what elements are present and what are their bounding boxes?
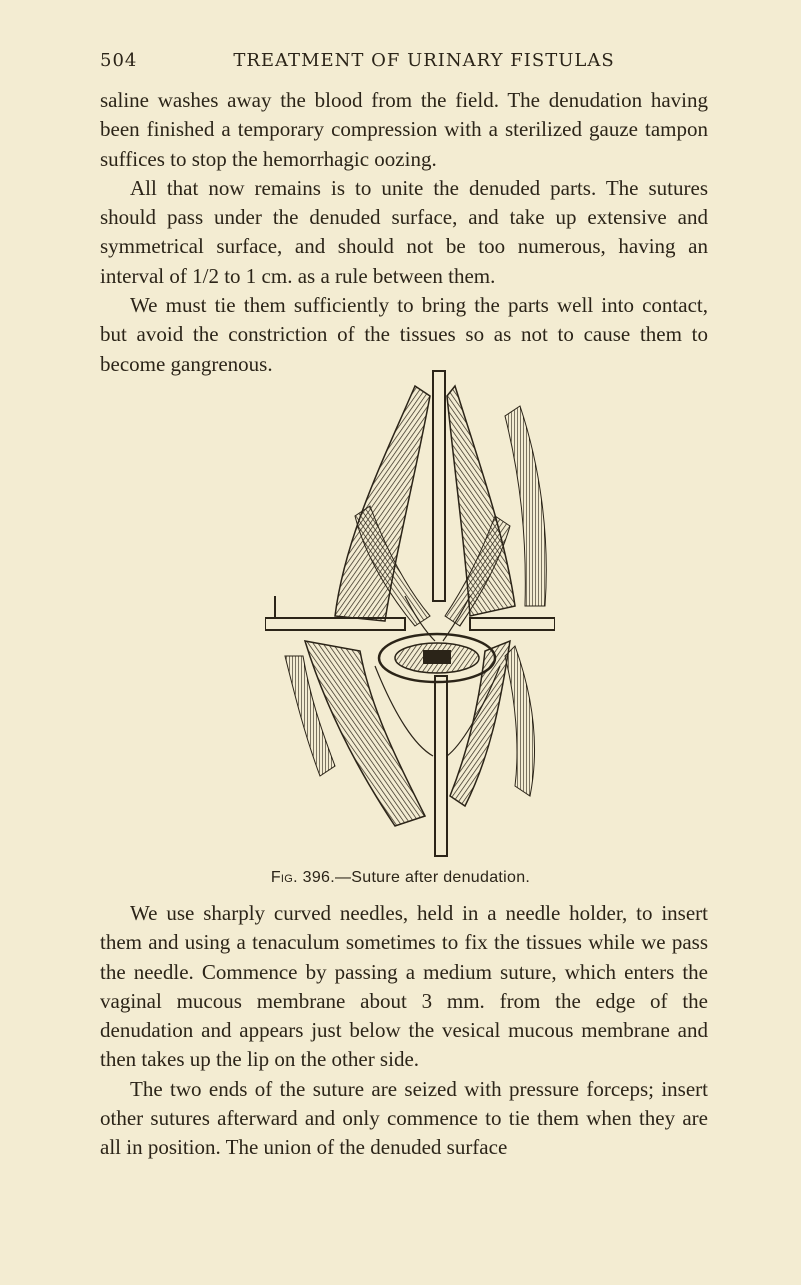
body-text-bottom bbox=[100, 899, 708, 1163]
paragraph: saline washes away the blood from the field. The denudation having been finished a temporary compression with a sterilized gauze tampon suffices to stop the hemorrhagic oozing. bbox=[100, 88, 708, 171]
page-number: 504 bbox=[100, 50, 138, 71]
figure-caption bbox=[0, 869, 801, 887]
paragraph: We use sharply curved needles, held in a needle holder, to insert them and using a tenaculum sometimes to fix the tissues while we pass the needle. Commence by passing a medium suture, which enters the vaginal mucous membrane about 3 mm. from the edge of the denudation and appears just below the vesical mucous membrane and then takes up the lip on the other side. bbox=[100, 901, 708, 1072]
figure-caption-text: —Suture after denudation. bbox=[334, 869, 531, 886]
running-head: TREATMENT OF URINARY FISTULAS bbox=[233, 50, 615, 71]
surgical-illustration bbox=[265, 366, 555, 866]
paragraph: We must tie them sufficiently to bring the parts well into contact, but avoid the constriction of the tissues so as not to cause them to become gangrenous. bbox=[100, 293, 708, 376]
body-text-top bbox=[100, 86, 708, 379]
paragraph: All that now remains is to unite the denuded parts. The sutures should pass under the denuded surface, and take up extensive and symmetrical surface, and should not be too numerous, having an interval of 1/2 to 1 cm. as a rule between them. bbox=[100, 175, 708, 288]
figure-label: Fig. 396. bbox=[270, 869, 335, 886]
page-header bbox=[100, 50, 708, 74]
paragraph: The two ends of the suture are seized with pressure forceps; insert other sutures afterward and only commence to tie them when they are all in position. The union of the denuded surface bbox=[100, 1076, 708, 1160]
